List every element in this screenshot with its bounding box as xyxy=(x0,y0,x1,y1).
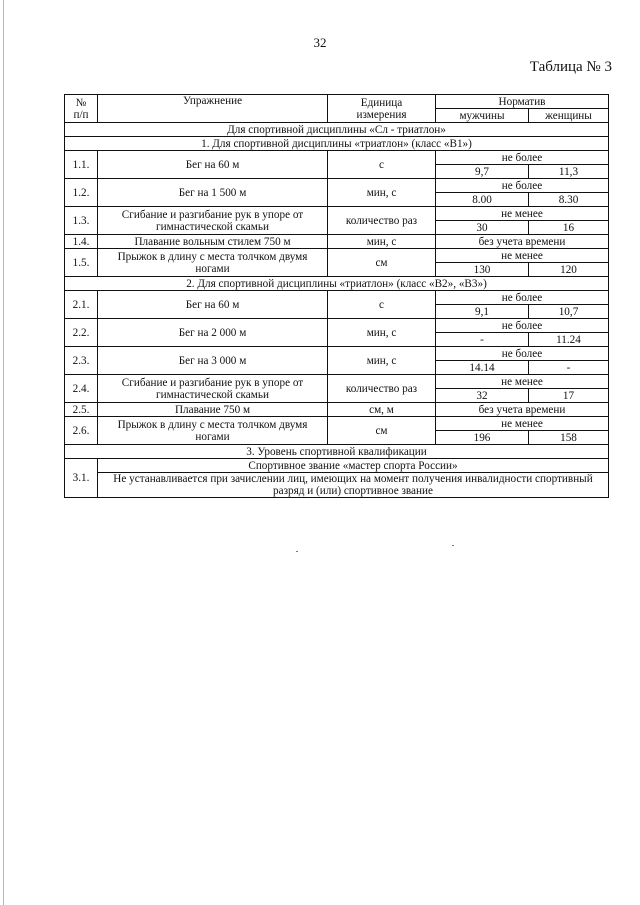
qualification-note-row xyxy=(65,473,609,498)
men-value: 9,1 xyxy=(436,305,529,319)
women-value: 11,3 xyxy=(529,165,609,179)
section-title-row xyxy=(65,137,609,151)
unit-cell: с xyxy=(328,151,436,179)
women-value: 120 xyxy=(529,263,609,277)
norm-condition: не более xyxy=(436,319,609,333)
section-title-row xyxy=(65,277,609,291)
row-number: 2.4. xyxy=(65,375,98,403)
norm-condition: не более xyxy=(436,151,609,165)
norm-condition: не более xyxy=(436,347,609,361)
exercise-row xyxy=(65,319,609,333)
header-exercise-cell: Упражнение xyxy=(98,95,328,123)
exercise-row xyxy=(65,207,609,221)
header-women-cell: женщины xyxy=(529,109,609,123)
unit-cell: мин, с xyxy=(328,235,436,249)
exercise-name: Бег на 60 м xyxy=(98,151,328,179)
exercise-name: Сгибание и разгибание рук в упоре от гимнастической скамьи xyxy=(98,375,328,403)
men-value: 14.14 xyxy=(436,361,529,375)
norm-condition: не менее xyxy=(436,249,609,263)
exercise-name: Плавание 750 м xyxy=(98,403,328,417)
scan-speck xyxy=(452,545,454,546)
exercise-row xyxy=(65,417,609,431)
header-number-line2: п/п xyxy=(73,108,89,121)
discipline-title: Для спортивной дисциплины «Сл - триатлон» xyxy=(65,123,609,137)
qualification-title: 3. Уровень спортивной квалификации xyxy=(65,445,609,459)
section-title-row xyxy=(65,445,609,459)
norm-condition: не менее xyxy=(436,417,609,431)
exercise-row xyxy=(65,179,609,193)
norm-condition: не более xyxy=(436,291,609,305)
exercise-name: Сгибание и разгибание рук в упоре от гимнастической скамьи xyxy=(98,207,328,235)
women-value: 8.30 xyxy=(529,193,609,207)
norm-condition: не менее xyxy=(436,207,609,221)
row-number: 1.5. xyxy=(65,249,98,277)
exercise-row xyxy=(65,375,609,389)
exercise-name: Плавание вольным стилем 750 м xyxy=(98,235,328,249)
header-men-cell: мужчины xyxy=(436,109,529,123)
row-number: 1.3. xyxy=(65,207,98,235)
row-number: 2.2. xyxy=(65,319,98,347)
row-number: 1.4. xyxy=(65,235,98,249)
women-value: - xyxy=(529,361,609,375)
table-caption: Таблица № 3 xyxy=(529,59,612,75)
header-norm-cell: Норматив xyxy=(436,95,609,109)
exercise-row xyxy=(65,151,609,165)
unit-cell: см, м xyxy=(328,403,436,417)
row-number: 2.1. xyxy=(65,291,98,319)
exercise-row xyxy=(65,249,609,263)
norm-condition: не менее xyxy=(436,375,609,389)
unit-cell: см xyxy=(328,417,436,445)
rank-title: Спортивное звание «мастер спорта России» xyxy=(98,459,609,473)
women-value: 10,7 xyxy=(529,305,609,319)
men-value: 196 xyxy=(436,431,529,445)
women-value: 11.24 xyxy=(529,333,609,347)
section-title: 2. Для спортивной дисциплины «триатлон» (класс «В2», «В3») xyxy=(65,277,609,291)
header-unit-line1: Единица xyxy=(360,96,403,109)
exercise-row xyxy=(65,235,609,249)
unit-cell: количество раз xyxy=(328,207,436,235)
qualification-row xyxy=(65,459,609,473)
header-unit-line2: измерения xyxy=(356,108,407,121)
header-row xyxy=(65,95,609,109)
row-number: 2.3. xyxy=(65,347,98,375)
qualification-note: Не устанавливается при зачислении лиц, имеющих на момент получения инвалидности спортивный разряд и (или) спортивное звание xyxy=(98,473,609,498)
exercise-name: Бег на 3 000 м xyxy=(98,347,328,375)
exercise-row xyxy=(65,291,609,305)
row-number: 2.5. xyxy=(65,403,98,417)
women-value: 158 xyxy=(529,431,609,445)
men-value: 8.00 xyxy=(436,193,529,207)
row-number: 3.1. xyxy=(65,459,98,498)
women-value: 17 xyxy=(529,389,609,403)
row-number: 2.6. xyxy=(65,417,98,445)
header-number-cell xyxy=(65,95,98,123)
exercise-name: Бег на 60 м xyxy=(98,291,328,319)
norm-condition: не более xyxy=(436,179,609,193)
norm-text: без учета времени xyxy=(436,403,609,417)
discipline-title-row xyxy=(65,123,609,137)
scan-speck xyxy=(296,551,298,552)
header-unit-cell xyxy=(328,95,436,123)
header-number-line1: № xyxy=(75,96,87,109)
exercise-name: Бег на 2 000 м xyxy=(98,319,328,347)
standards-table xyxy=(64,94,609,498)
men-value: 130 xyxy=(436,263,529,277)
section-title: 1. Для спортивной дисциплины «триатлон» (класс «В1») xyxy=(65,137,609,151)
men-value: 32 xyxy=(436,389,529,403)
exercise-row xyxy=(65,347,609,361)
exercise-name: Прыжок в длину с места толчком двумя ногами xyxy=(98,249,328,277)
unit-cell: см xyxy=(328,249,436,277)
unit-cell: количество раз xyxy=(328,375,436,403)
unit-cell: с xyxy=(328,291,436,319)
exercise-row xyxy=(65,403,609,417)
men-value: - xyxy=(436,333,529,347)
unit-cell: мин, с xyxy=(328,319,436,347)
women-value: 16 xyxy=(529,221,609,235)
row-number: 1.1. xyxy=(65,151,98,179)
scan-edge-line xyxy=(3,0,4,905)
row-number: 1.2. xyxy=(65,179,98,207)
men-value: 30 xyxy=(436,221,529,235)
standards-table-body xyxy=(65,95,609,498)
unit-cell: мин, с xyxy=(328,179,436,207)
exercise-name: Бег на 1 500 м xyxy=(98,179,328,207)
men-value: 9,7 xyxy=(436,165,529,179)
norm-text: без учета времени xyxy=(436,235,609,249)
page-number: 32 xyxy=(313,35,327,50)
exercise-name: Прыжок в длину с места толчком двумя ногами xyxy=(98,417,328,445)
unit-cell: мин, с xyxy=(328,347,436,375)
